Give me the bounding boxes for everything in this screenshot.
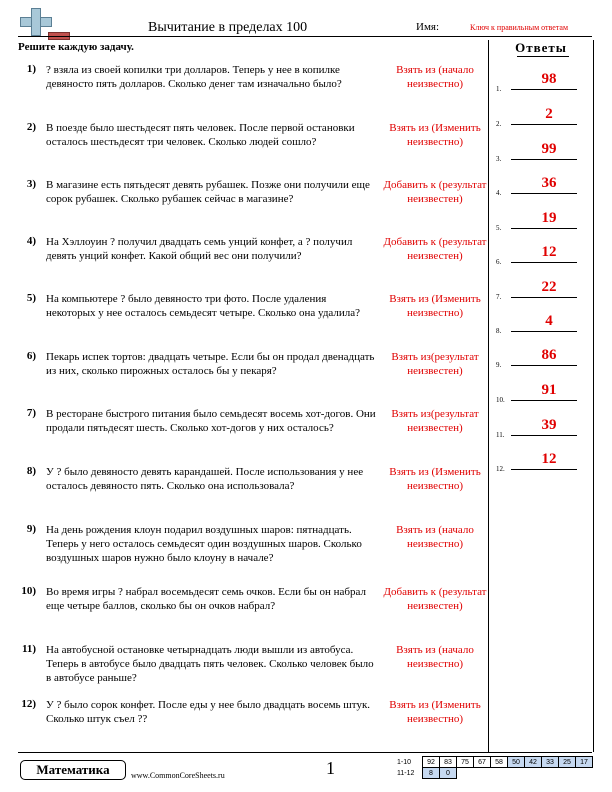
answer-value: 4	[545, 313, 553, 329]
answer-row	[489, 210, 593, 236]
answer-row	[489, 451, 593, 477]
answer-number: 3.	[496, 155, 502, 163]
problem-number: 7)	[26, 407, 36, 419]
answer-row	[489, 382, 593, 408]
answer-number: 11.	[496, 431, 505, 439]
answer-number: 6.	[496, 258, 502, 266]
answer-line	[511, 435, 577, 436]
answer-value: 12	[541, 451, 557, 467]
answer-line	[511, 365, 577, 366]
problem-text: На день рождения клоун подарил воздушных шаров: пятнадцать. Теперь у него осталось семьдесят один воздушных шаров. Сколько воздушных шаров нужно было клоуну в начале?	[46, 524, 362, 564]
problem-text: В поезде было шестьдесят пять человек. После первой остановки осталось шестьдесят три человек. Сколько людей сошло?	[46, 122, 355, 148]
problem-number: 5)	[26, 292, 36, 304]
problem-number: 4)	[26, 235, 36, 247]
problem-text: В магазине есть пятьдесят девять рубашек. Позже они получили еще сорок рубашек. Сколько рубашек сейчас в магазине?	[46, 179, 370, 205]
answer-value: 86	[541, 347, 557, 363]
problem-number: 2)	[26, 121, 36, 133]
answer-row	[489, 141, 593, 167]
problem-type: Взять из (начало неизвестно)	[396, 64, 474, 90]
answer-line	[511, 331, 577, 332]
score-cell: 83	[440, 757, 457, 768]
score-cell: 75	[457, 757, 474, 768]
score-cell: 0	[440, 768, 457, 779]
answer-value: 36	[541, 175, 557, 191]
answer-line	[511, 124, 577, 125]
answer-line	[511, 469, 577, 470]
page-number: 1	[326, 758, 335, 778]
name-label: Имя:	[416, 21, 440, 33]
problem-number: 10)	[21, 585, 36, 597]
problem-type: Взять из (Изменить неизвестно)	[389, 699, 481, 725]
answer-key-label: Ключ к правильным ответам	[470, 23, 569, 32]
problem-number: 11)	[21, 643, 36, 655]
answer-number: 8.	[496, 327, 502, 335]
score-cell: 17	[576, 757, 593, 768]
answer-row	[489, 175, 593, 201]
answer-line	[511, 89, 577, 90]
problem-type: Добавить к (результат неизвестен)	[383, 586, 487, 612]
problem-number: 9)	[26, 523, 36, 535]
score-cell: 58	[491, 757, 508, 768]
answer-value: 22	[541, 279, 557, 295]
answer-value: 91	[541, 382, 557, 398]
problem-text: На автобусной остановке четырнадцать люди вышли из автобуса. Теперь в автобусе было двадцать пять человек. Сколько человек было в автобусе раньше?	[46, 644, 374, 684]
answer-line	[511, 228, 577, 229]
score-row-label: 11-12	[397, 769, 415, 777]
score-cell: 67	[474, 757, 491, 768]
score-cell: 33	[542, 757, 559, 768]
problem-text: Пекарь испек тортов: двадцать четыре. Если бы он продал двенадцать из них, сколько пирожных осталось бы у пекаря?	[46, 351, 375, 377]
header-divider	[18, 36, 592, 37]
score-cell: 92	[423, 757, 440, 768]
problem-type: Взять из (Изменить неизвестно)	[389, 293, 481, 319]
score-row	[396, 757, 593, 768]
answer-value: 39	[541, 417, 557, 433]
answer-row	[489, 347, 593, 373]
problem-type: Взять из (Изменить неизвестно)	[389, 122, 481, 148]
answer-row	[489, 106, 593, 132]
answers-heading: Ответы	[515, 40, 567, 55]
problem-text: У ? было сорок конфет. После еды у нее было двадцать восемь штук. Сколько штук съел ??	[46, 699, 371, 725]
logo-icon	[20, 8, 54, 36]
answer-value: 98	[541, 71, 557, 87]
problem-text: На компьютере ? было девяносто три фото. После удаления некоторых у нее осталось семьдесят четыре. Сколько она удалила?	[46, 293, 361, 319]
answer-line	[511, 262, 577, 263]
answer-row	[489, 417, 593, 443]
answer-value: 12	[541, 244, 557, 260]
problem-type: Добавить к (результат неизвестен)	[383, 236, 487, 262]
score-row-label: 1-10	[397, 758, 412, 766]
answer-line	[511, 159, 577, 160]
worksheet-title: Вычитание в пределах 100	[148, 20, 308, 35]
answer-number: 1.	[496, 85, 502, 93]
problem-number: 12)	[21, 698, 36, 710]
problem-text: У ? было девяносто девять карандашей. После использования у нее осталось девяносто пять. Сколько она использовала?	[46, 466, 364, 492]
answer-number: 10.	[496, 396, 505, 404]
answer-column	[488, 40, 594, 752]
answer-number: 9.	[496, 361, 502, 369]
answer-line	[511, 297, 577, 298]
problem-type: Взять из(результат неизвестен)	[391, 408, 479, 434]
score-cell: 50	[508, 757, 525, 768]
answer-value: 19	[541, 210, 557, 226]
problem-type: Взять из (начало неизвестно)	[396, 644, 474, 670]
problem-number: 8)	[26, 465, 36, 477]
answer-number: 12.	[496, 465, 505, 473]
problem-type: Взять из (Изменить неизвестно)	[389, 466, 481, 492]
score-grid	[396, 756, 593, 779]
answer-row	[489, 244, 593, 270]
problem-text: ? взяла из своей копилки три долларов. Теперь у нее в копилке девяносто пять долларов. Сколько денег там изначально было?	[46, 64, 342, 90]
answer-value: 99	[541, 141, 557, 157]
problem-number: 6)	[26, 350, 36, 362]
score-cell: 25	[559, 757, 576, 768]
problem-text: В ресторане быстрого питания было семьдесят восемь хот-догов. Они продали пятьдесят шесть. Сколько хот-догов у них осталось?	[46, 408, 376, 434]
answer-line	[511, 400, 577, 401]
score-row	[396, 768, 593, 779]
instructions: Решите каждую задачу.	[18, 41, 134, 53]
answer-number: 7.	[496, 293, 502, 301]
brand-badge: Математика	[20, 760, 126, 780]
answers-heading-underline	[517, 56, 569, 57]
problem-type: Взять из (начало неизвестно)	[396, 524, 474, 550]
score-cell: 8	[423, 768, 440, 779]
answer-value: 2	[545, 106, 553, 122]
answer-row	[489, 71, 593, 97]
answer-row	[489, 313, 593, 339]
answer-number: 5.	[496, 224, 502, 232]
answer-row	[489, 279, 593, 305]
problem-number: 3)	[26, 178, 36, 190]
answer-number: 4.	[496, 189, 502, 197]
problem-number: 1)	[26, 63, 36, 75]
answer-number: 2.	[496, 120, 502, 128]
problem-type: Взять из(результат неизвестен)	[391, 351, 479, 377]
problem-text: На Хэллоуин ? получил двадцать семь унций конфет, а ? получил девять унций конфет. Какой общий вес они получили?	[46, 236, 353, 262]
footer-divider	[18, 752, 592, 753]
score-cell: 42	[525, 757, 542, 768]
answer-line	[511, 193, 577, 194]
site-url: www.CommonCoreSheets.ru	[131, 771, 225, 780]
problem-text: Во время игры ? набрал восемьдесят семь очков. Если бы он набрал еще четыре баллов, сколько бы он очков набрал?	[46, 586, 366, 612]
problem-type: Добавить к (результат неизвестен)	[383, 179, 487, 205]
